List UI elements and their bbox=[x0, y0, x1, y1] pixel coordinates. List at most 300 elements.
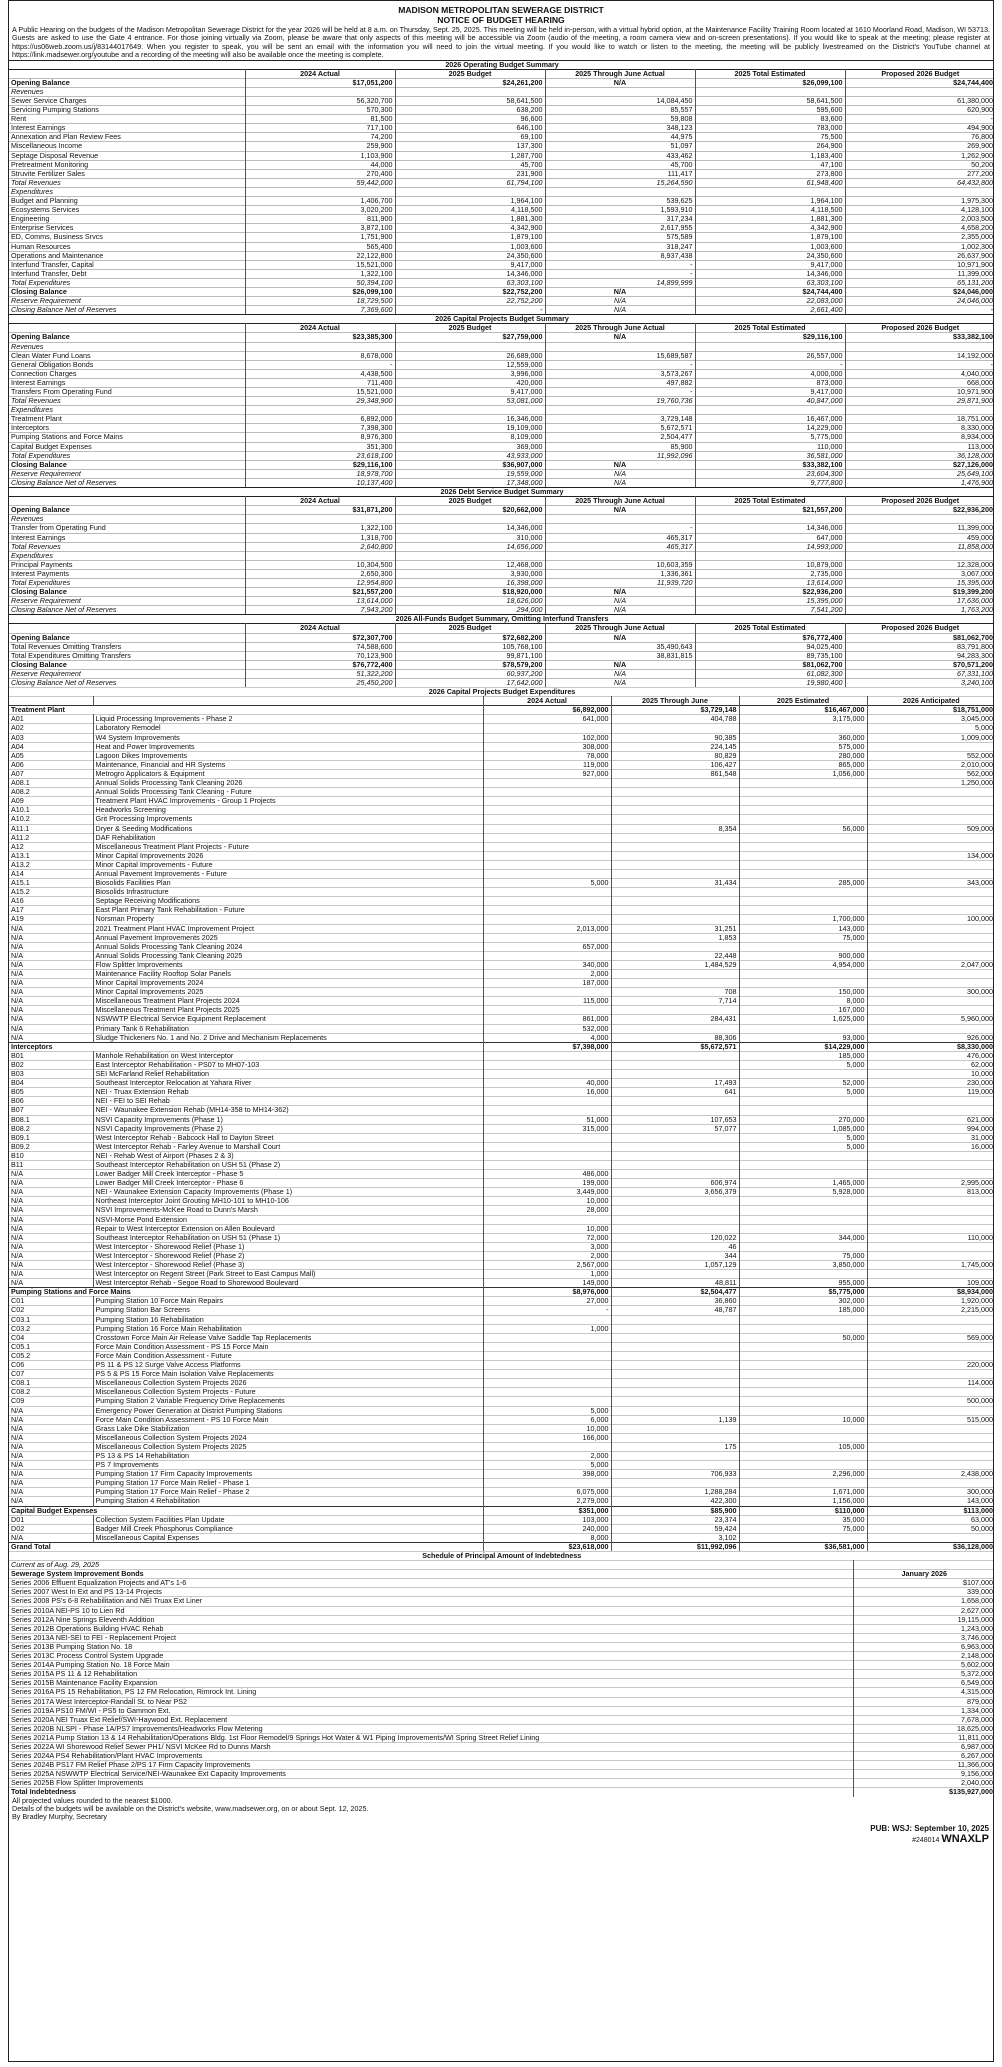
publication-line: PUB: WSJ: September 10, 2025 bbox=[870, 1823, 989, 1833]
row-value: 23,604,300 bbox=[695, 469, 845, 478]
row-value: 9,417,000 bbox=[695, 260, 845, 269]
expenditure-value: 56,000 bbox=[739, 824, 867, 833]
row-value: 38,831,815 bbox=[545, 651, 695, 660]
expenditure-value bbox=[483, 779, 611, 788]
bond-row bbox=[9, 1779, 994, 1788]
project-code: A06 bbox=[9, 760, 93, 769]
row-value: 294,000 bbox=[395, 606, 545, 615]
project-description: Crosstown Force Main Air Release Valve Saddle Tap Replacements bbox=[93, 1333, 483, 1342]
project-description: Liquid Processing Improvements - Phase 2 bbox=[93, 715, 483, 724]
row-value: 61,794,100 bbox=[395, 178, 545, 187]
project-description: Maintenance, Financial and HR Systems bbox=[93, 760, 483, 769]
expenditure-value bbox=[611, 1433, 739, 1442]
expenditure-value: 300,000 bbox=[867, 988, 994, 997]
group-label: Grand Total bbox=[9, 1542, 483, 1551]
expenditure-value: $5,672,571 bbox=[611, 1042, 739, 1051]
expenditure-row bbox=[9, 851, 994, 860]
row-value: $72,682,200 bbox=[395, 633, 545, 642]
bond-series: Series 2013C Process Control System Upgrade bbox=[9, 1652, 853, 1661]
row-value: 36,581,000 bbox=[695, 451, 845, 460]
row-value: $22,752,200 bbox=[395, 287, 545, 296]
bond-amount: 5,372,000 bbox=[853, 1670, 994, 1679]
expenditure-value: 5,000 bbox=[739, 1133, 867, 1142]
expenditure-value bbox=[483, 1379, 611, 1388]
row-value: $81,062,700 bbox=[845, 633, 994, 642]
column-header: Proposed 2026 Budget bbox=[845, 324, 994, 333]
row-value: 12,954,800 bbox=[245, 578, 395, 587]
summary-row bbox=[9, 679, 994, 688]
bond-amount: 6,267,000 bbox=[853, 1752, 994, 1761]
row-value bbox=[545, 342, 695, 351]
row-value: N/A bbox=[545, 478, 695, 487]
project-code: A13.1 bbox=[9, 851, 93, 860]
row-value: 110,000 bbox=[695, 442, 845, 451]
bond-row bbox=[9, 1670, 994, 1679]
row-label: Septage Disposal Revenue bbox=[9, 151, 245, 160]
project-code: N/A bbox=[9, 942, 93, 951]
expenditure-row bbox=[9, 751, 994, 760]
project-description: PS 7 Improvements bbox=[93, 1461, 483, 1470]
expenditure-group-row bbox=[9, 1542, 994, 1551]
expenditure-value bbox=[611, 1461, 739, 1470]
project-code: N/A bbox=[9, 1433, 93, 1442]
row-value: 14,993,000 bbox=[695, 542, 845, 551]
expenditure-value: 343,000 bbox=[867, 879, 994, 888]
summary-row bbox=[9, 124, 994, 133]
budget-summary-table bbox=[9, 60, 994, 315]
expenditure-row bbox=[9, 806, 994, 815]
expenditure-value bbox=[483, 1106, 611, 1115]
expenditure-value bbox=[867, 924, 994, 933]
expenditure-value bbox=[483, 988, 611, 997]
row-value: 10,137,400 bbox=[245, 478, 395, 487]
bond-row bbox=[9, 1770, 994, 1779]
expenditure-value: 3,175,000 bbox=[739, 715, 867, 724]
project-description: Southeast Interceptor Rehabilitation on USH 51 (Phase 1) bbox=[93, 1233, 483, 1242]
row-value: - bbox=[245, 360, 395, 369]
project-description: Pumping Station 17 Force Main Relief - Phase 2 bbox=[93, 1488, 483, 1497]
bond-row bbox=[9, 1697, 994, 1706]
expenditure-row bbox=[9, 1215, 994, 1224]
expenditure-value bbox=[739, 1242, 867, 1251]
expenditure-value: 134,000 bbox=[867, 851, 994, 860]
row-label: Total Revenues bbox=[9, 178, 245, 187]
project-code: N/A bbox=[9, 951, 93, 960]
row-value: - bbox=[545, 260, 695, 269]
row-value: - bbox=[395, 306, 545, 315]
bond-amount: 9,156,000 bbox=[853, 1770, 994, 1779]
column-header: 2025 Estimated bbox=[739, 697, 867, 706]
expenditure-value: 105,000 bbox=[739, 1442, 867, 1451]
row-value: 14,084,450 bbox=[545, 97, 695, 106]
project-description: Heat and Power Improvements bbox=[93, 742, 483, 751]
row-value bbox=[245, 406, 395, 415]
project-code: B07 bbox=[9, 1106, 93, 1115]
project-description: Pumping Station 17 Force Main Relief - Phase 1 bbox=[93, 1479, 483, 1488]
row-value bbox=[695, 406, 845, 415]
summary-row bbox=[9, 606, 994, 615]
expenditure-row bbox=[9, 1306, 994, 1315]
publication-id-number: #248014 bbox=[912, 1836, 940, 1844]
project-code: C02 bbox=[9, 1306, 93, 1315]
project-description: Biosolids Infrastructure bbox=[93, 888, 483, 897]
expenditure-row bbox=[9, 797, 994, 806]
expenditure-value bbox=[611, 851, 739, 860]
expenditure-value bbox=[867, 1197, 994, 1206]
expenditure-value bbox=[867, 1024, 994, 1033]
project-description: Minor Capital Improvements 2024 bbox=[93, 979, 483, 988]
row-value: 1,103,900 bbox=[245, 151, 395, 160]
expenditure-value: 606,974 bbox=[611, 1179, 739, 1188]
summary-row bbox=[9, 178, 994, 187]
summary-row bbox=[9, 451, 994, 460]
expenditure-value: 404,788 bbox=[611, 715, 739, 724]
project-code: A16 bbox=[9, 897, 93, 906]
row-value: 873,000 bbox=[695, 378, 845, 387]
row-value: 18,729,500 bbox=[245, 297, 395, 306]
expenditure-value: $351,000 bbox=[483, 1506, 611, 1515]
expenditure-value: 57,077 bbox=[611, 1124, 739, 1133]
expenditure-value bbox=[611, 1424, 739, 1433]
project-code: C08.2 bbox=[9, 1388, 93, 1397]
project-description: Metrogro Applicators & Equipment bbox=[93, 769, 483, 778]
row-value: 11,399,000 bbox=[845, 524, 994, 533]
expenditure-value: 302,000 bbox=[739, 1297, 867, 1306]
expenditures-title-row bbox=[9, 688, 994, 697]
summary-row bbox=[9, 297, 994, 306]
expenditure-value bbox=[611, 1142, 739, 1151]
row-label: Reserve Requirement bbox=[9, 469, 245, 478]
expenditure-value bbox=[483, 1070, 611, 1079]
row-value bbox=[545, 551, 695, 560]
row-label: Closing Balance bbox=[9, 660, 245, 669]
expenditure-value bbox=[483, 1397, 611, 1406]
project-code: C05.2 bbox=[9, 1351, 93, 1360]
row-value: 69,100 bbox=[395, 133, 545, 142]
bond-series: Series 2013A NEI-SEI to FEI - Replacement Project bbox=[9, 1633, 853, 1642]
summary-row bbox=[9, 406, 994, 415]
expenditure-value: 1,671,000 bbox=[739, 1488, 867, 1497]
expenditure-row bbox=[9, 760, 994, 769]
row-label: Total Revenues bbox=[9, 542, 245, 551]
row-value: $72,307,700 bbox=[245, 633, 395, 642]
column-header: Proposed 2026 Budget bbox=[845, 497, 994, 506]
row-value bbox=[845, 551, 994, 560]
row-value: 1,262,900 bbox=[845, 151, 994, 160]
row-label: Closing Balance Net of Reserves bbox=[9, 306, 245, 315]
row-value: N/A bbox=[545, 660, 695, 669]
bond-row bbox=[9, 1624, 994, 1633]
project-description: NSVI Capacity Improvements (Phase 2) bbox=[93, 1124, 483, 1133]
bond-row bbox=[9, 1652, 994, 1661]
expenditure-value bbox=[739, 888, 867, 897]
expenditure-value: 75,000 bbox=[739, 933, 867, 942]
bond-amount: 1,243,000 bbox=[853, 1624, 994, 1633]
project-code: N/A bbox=[9, 979, 93, 988]
row-value: $76,772,400 bbox=[695, 633, 845, 642]
row-value: 89,735,100 bbox=[695, 651, 845, 660]
summary-row bbox=[9, 460, 994, 469]
row-label: Transfers From Operating Fund bbox=[9, 388, 245, 397]
row-value: 620,900 bbox=[845, 106, 994, 115]
expenditure-value: 340,000 bbox=[483, 960, 611, 969]
expenditure-value bbox=[611, 1451, 739, 1460]
expenditure-value bbox=[867, 842, 994, 851]
expenditure-value bbox=[611, 1106, 739, 1115]
row-label: Total Expenditures Omitting Transfers bbox=[9, 651, 245, 660]
summary-row bbox=[9, 524, 994, 533]
expenditure-value: 3,000 bbox=[483, 1242, 611, 1251]
expenditure-value bbox=[867, 1406, 994, 1415]
expenditure-value: 31,434 bbox=[611, 879, 739, 888]
project-description: Biosolids Facilities Plan bbox=[93, 879, 483, 888]
expenditure-value bbox=[867, 997, 994, 1006]
expenditure-value: 1,625,000 bbox=[739, 1015, 867, 1024]
project-description: W4 System Improvements bbox=[93, 733, 483, 742]
expenditure-row bbox=[9, 997, 994, 1006]
summary-row bbox=[9, 233, 994, 242]
expenditure-value: 10,000 bbox=[483, 1197, 611, 1206]
project-code: B09.2 bbox=[9, 1142, 93, 1151]
project-code: N/A bbox=[9, 1424, 93, 1433]
expenditure-value bbox=[867, 1324, 994, 1333]
expenditure-value: 5,000 bbox=[483, 879, 611, 888]
row-value: - bbox=[545, 524, 695, 533]
expenditure-value: 1,085,000 bbox=[739, 1124, 867, 1133]
project-code: C04 bbox=[9, 1333, 93, 1342]
project-code: A02 bbox=[9, 724, 93, 733]
row-value: 7,943,200 bbox=[245, 606, 395, 615]
expenditure-value bbox=[611, 906, 739, 915]
column-header: 2025 Through June Actual bbox=[545, 624, 695, 633]
column-header: 2026 Anticipated bbox=[867, 697, 994, 706]
project-description: Annual Solids Processing Tank Cleaning 2026 bbox=[93, 779, 483, 788]
row-label: Operations and Maintenance bbox=[9, 251, 245, 260]
column-header: 2025 Budget bbox=[395, 497, 545, 506]
row-value: 51,097 bbox=[545, 142, 695, 151]
expenditure-value: 59,424 bbox=[611, 1524, 739, 1533]
expenditure-row bbox=[9, 1124, 994, 1133]
row-label: Closing Balance bbox=[9, 287, 245, 296]
expenditure-value: 23,374 bbox=[611, 1515, 739, 1524]
row-value: 61,948,400 bbox=[695, 178, 845, 187]
row-value: 53,081,000 bbox=[395, 397, 545, 406]
expenditure-value bbox=[739, 1433, 867, 1442]
row-value bbox=[695, 342, 845, 351]
expenditure-value: 1,465,000 bbox=[739, 1179, 867, 1188]
row-value: 51,322,200 bbox=[245, 669, 395, 678]
expenditure-value: 6,075,000 bbox=[483, 1488, 611, 1497]
expenditure-value bbox=[611, 1270, 739, 1279]
expenditure-value: 52,000 bbox=[739, 1079, 867, 1088]
row-value: 94,283,300 bbox=[845, 651, 994, 660]
expenditure-row bbox=[9, 1533, 994, 1542]
project-code: A08.1 bbox=[9, 779, 93, 788]
bond-amount: 339,000 bbox=[853, 1588, 994, 1597]
expenditure-value bbox=[739, 806, 867, 815]
expenditure-value: 17,493 bbox=[611, 1079, 739, 1088]
bond-series: Series 2006 Effluent Equalization Projects and AT's 1-6 bbox=[9, 1579, 853, 1588]
bond-series: Series 2025A NSWWTP Electrical Service/NEI-Waunakee Ext Capacity Improvements bbox=[9, 1770, 853, 1779]
expenditure-row bbox=[9, 733, 994, 742]
project-code: C03.1 bbox=[9, 1315, 93, 1324]
expenditure-row bbox=[9, 1333, 994, 1342]
row-value: 24,350,600 bbox=[695, 251, 845, 260]
summary-row bbox=[9, 369, 994, 378]
project-description: Pumping Station 17 Firm Capacity Improvements bbox=[93, 1470, 483, 1479]
expenditure-value bbox=[483, 1342, 611, 1351]
row-value: 18,751,000 bbox=[845, 415, 994, 424]
row-label: Capital Budget Expenses bbox=[9, 442, 245, 451]
expenditure-value bbox=[611, 1224, 739, 1233]
expenditure-value bbox=[483, 1479, 611, 1488]
expenditure-value bbox=[483, 869, 611, 878]
expenditure-value bbox=[867, 1006, 994, 1015]
bond-row bbox=[9, 1615, 994, 1624]
row-value: 1,751,900 bbox=[245, 233, 395, 242]
expenditure-value: 344 bbox=[611, 1251, 739, 1260]
expenditure-value bbox=[611, 1151, 739, 1160]
row-label: Opening Balance bbox=[9, 78, 245, 87]
row-label: Human Resources bbox=[9, 242, 245, 251]
row-value: 22,752,200 bbox=[395, 297, 545, 306]
project-description: Miscellaneous Treatment Plant Projects 2024 bbox=[93, 997, 483, 1006]
expenditure-value: 315,000 bbox=[483, 1124, 611, 1133]
expenditure-value bbox=[739, 1388, 867, 1397]
project-description: Annual Solids Processing Tank Cleaning 2024 bbox=[93, 942, 483, 951]
project-description: West Interceptor - Shorewood Relief (Phase 3) bbox=[93, 1261, 483, 1270]
summary-column-header-row bbox=[9, 624, 994, 633]
expenditure-value bbox=[867, 1242, 994, 1251]
expenditure-value: $7,398,000 bbox=[483, 1042, 611, 1051]
row-label: Interest Payments bbox=[9, 569, 245, 578]
expenditure-value: 102,000 bbox=[483, 733, 611, 742]
bond-row bbox=[9, 1706, 994, 1715]
project-description: Miscellaneous Collection System Projects 2026 bbox=[93, 1379, 483, 1388]
row-value: 63,303,100 bbox=[695, 278, 845, 287]
row-value: N/A bbox=[545, 460, 695, 469]
bond-row bbox=[9, 1761, 994, 1770]
expenditure-value: 90,385 bbox=[611, 733, 739, 742]
expenditure-value bbox=[867, 1160, 994, 1169]
row-value: 8,937,438 bbox=[545, 251, 695, 260]
expenditure-value bbox=[611, 1388, 739, 1397]
expenditure-value bbox=[739, 1451, 867, 1460]
expenditure-value bbox=[739, 1097, 867, 1106]
project-code: B04 bbox=[9, 1079, 93, 1088]
signature: By Bradley Murphy, Secretary bbox=[12, 1812, 107, 1822]
project-code: A15.1 bbox=[9, 879, 93, 888]
row-value: $29,116,100 bbox=[245, 460, 395, 469]
expenditure-value: 72,000 bbox=[483, 1233, 611, 1242]
row-value: 14,192,000 bbox=[845, 351, 994, 360]
expenditure-row bbox=[9, 1197, 994, 1206]
expenditure-value bbox=[867, 1215, 994, 1224]
summary-row bbox=[9, 669, 994, 678]
row-label: Closing Balance Net of Reserves bbox=[9, 478, 245, 487]
expenditure-value: 708 bbox=[611, 988, 739, 997]
project-description: Laboratory Remodel bbox=[93, 724, 483, 733]
expenditure-row bbox=[9, 1224, 994, 1233]
expenditure-value: 2,995,000 bbox=[867, 1179, 994, 1188]
expenditure-value bbox=[483, 1388, 611, 1397]
row-value: 64,432,800 bbox=[845, 178, 994, 187]
row-value: 50,394,100 bbox=[245, 278, 395, 287]
expenditure-row bbox=[9, 1424, 994, 1433]
row-value: 59,808 bbox=[545, 115, 695, 124]
project-code: N/A bbox=[9, 1261, 93, 1270]
expenditure-value bbox=[483, 1060, 611, 1069]
project-code: N/A bbox=[9, 1497, 93, 1506]
expenditure-row bbox=[9, 1070, 994, 1079]
expenditure-value: 486,000 bbox=[483, 1170, 611, 1179]
column-header: 2025 Total Estimated bbox=[695, 624, 845, 633]
bond-row bbox=[9, 1642, 994, 1651]
expenditure-value bbox=[739, 869, 867, 878]
project-description: Force Main Condition Assessment - Future bbox=[93, 1351, 483, 1360]
summary-row bbox=[9, 197, 994, 206]
summary-row bbox=[9, 224, 994, 233]
row-label: Pumping Stations and Force Mains bbox=[9, 433, 245, 442]
row-value: $70,571,200 bbox=[845, 660, 994, 669]
expenditure-value bbox=[739, 797, 867, 806]
project-description: Lower Badger Mill Creek Interceptor - Phase 5 bbox=[93, 1170, 483, 1179]
expenditure-row bbox=[9, 1251, 994, 1260]
row-value: 717,100 bbox=[245, 124, 395, 133]
bond-series: Series 2014A Pumping Station No. 18 Force Main bbox=[9, 1661, 853, 1670]
bond-amount: 1,334,000 bbox=[853, 1706, 994, 1715]
project-description: NSWWTP Electrical Service Equipment Replacement bbox=[93, 1015, 483, 1024]
expenditure-value: 5,928,000 bbox=[739, 1188, 867, 1197]
project-code: N/A bbox=[9, 1215, 93, 1224]
project-code: A07 bbox=[9, 769, 93, 778]
expenditure-value: 143,000 bbox=[867, 1497, 994, 1506]
expenditure-value bbox=[739, 1106, 867, 1115]
row-value: 24,046,000 bbox=[845, 297, 994, 306]
expenditure-value bbox=[867, 1097, 994, 1106]
project-code: C09 bbox=[9, 1397, 93, 1406]
row-value: 19,559,000 bbox=[395, 469, 545, 478]
row-value: 317,234 bbox=[545, 215, 695, 224]
expenditure-value: $3,729,148 bbox=[611, 706, 739, 715]
expenditure-value bbox=[739, 1533, 867, 1542]
expenditure-value: 1,009,000 bbox=[867, 733, 994, 742]
expenditure-value: 143,000 bbox=[739, 924, 867, 933]
row-value: N/A bbox=[545, 287, 695, 296]
row-value: 14,656,000 bbox=[395, 542, 545, 551]
summary-row bbox=[9, 115, 994, 124]
expenditure-value: 1,139 bbox=[611, 1415, 739, 1424]
row-value: 2,640,800 bbox=[245, 542, 395, 551]
expenditure-row bbox=[9, 1497, 994, 1506]
row-value bbox=[695, 551, 845, 560]
expenditure-value: 2,047,000 bbox=[867, 960, 994, 969]
expenditure-value bbox=[867, 1533, 994, 1542]
expenditure-value: 75,000 bbox=[739, 1524, 867, 1533]
column-header: 2025 Budget bbox=[395, 69, 545, 78]
row-value: 2,661,400 bbox=[695, 306, 845, 315]
summary-row bbox=[9, 269, 994, 278]
expenditure-value bbox=[611, 833, 739, 842]
row-value: 40,847,000 bbox=[695, 397, 845, 406]
project-code: N/A bbox=[9, 1197, 93, 1206]
row-value: 1,964,100 bbox=[695, 197, 845, 206]
expenditure-value bbox=[611, 1051, 739, 1060]
row-value: - bbox=[695, 360, 845, 369]
expenditure-value: 7,714 bbox=[611, 997, 739, 1006]
row-label: Ecosystems Services bbox=[9, 206, 245, 215]
row-value: 2,650,300 bbox=[245, 569, 395, 578]
